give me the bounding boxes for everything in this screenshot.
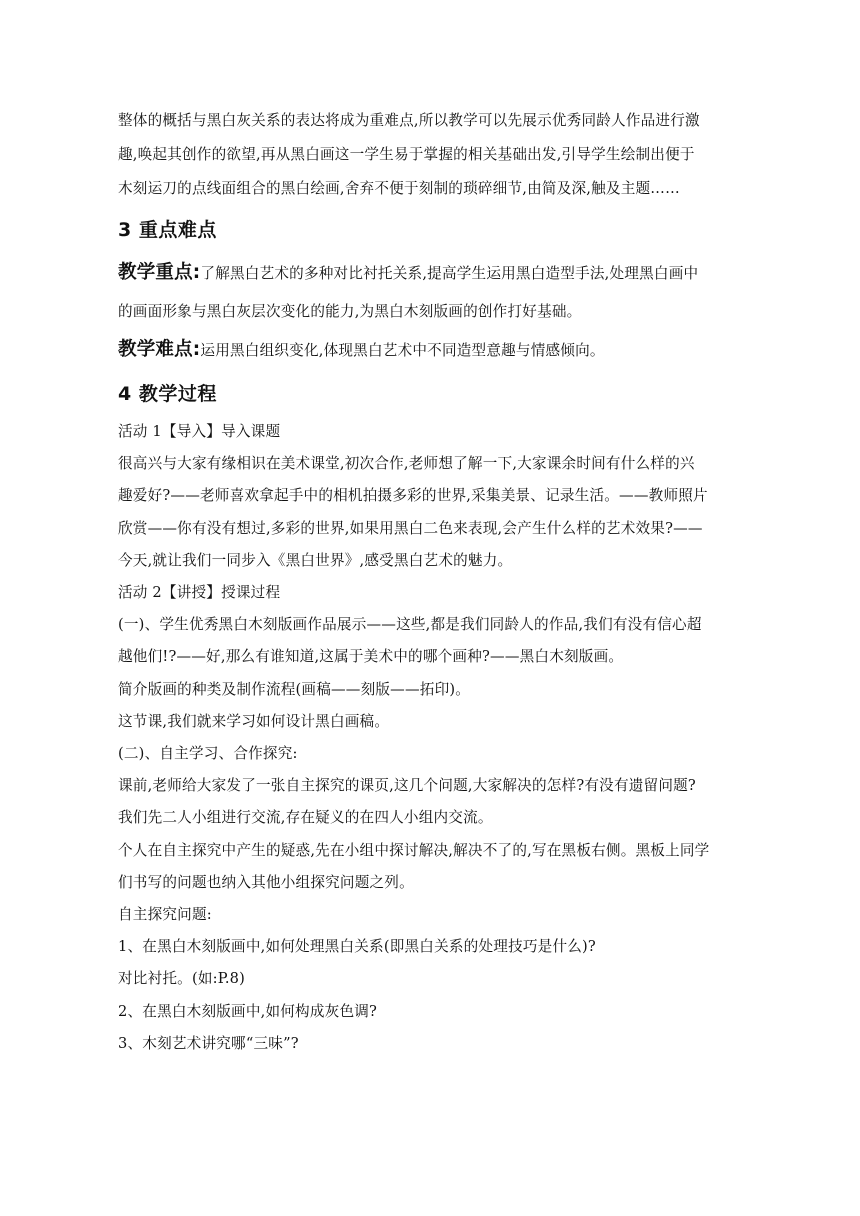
intro-paragraph	[118, 104, 754, 206]
text-line: 个人在自主探究中产生的疑惑,先在小组中探讨解决,解决不了的,写在黑板右侧。黑板上同学	[118, 841, 710, 859]
text-line: (一)、学生优秀黑白木刻版画作品展示——这些,都是我们同龄人的作品,我们有没有信心超	[118, 616, 702, 634]
document-body	[118, 104, 754, 1060]
question-item: 3、木刻艺术讲究哪“三味”?	[118, 1034, 299, 1052]
key-point-paragraph	[118, 254, 754, 331]
difficult-point-label: 教学难点:	[118, 339, 201, 360]
key-point-text: 了解黑白艺术的多种对比衬托关系,提高学生运用黑白造型手法,处理黑白画中	[200, 265, 699, 282]
key-point-label: 教学重点:	[118, 262, 201, 283]
text-line: 我们先二人小组进行交流,存在疑义的在四人小组内交流。	[118, 809, 493, 827]
subsection-title: (二)、自主学习、合作探究:	[118, 745, 298, 763]
section-heading-key-points: 3 重点难点	[118, 219, 217, 241]
text-line: 趣爱好?——老师喜欢拿起手中的相机拍摄多彩的世界,采集美景、记录生活。——教师照片	[118, 487, 708, 505]
difficult-point-paragraph	[118, 331, 754, 370]
text-line: 这节课,我们就来学习如何设计黑白画稿。	[118, 712, 390, 730]
text-line: 课前,老师给大家发了一张自主探究的课页,这几个问题,大家解决的怎样?有没有遗留问题?	[118, 777, 696, 795]
text-line: 很高兴与大家有缘相识在美术课堂,初次合作,老师想了解一下,大家课余时间有什么样的兴	[118, 455, 695, 473]
text-line: 简介版画的种类及制作流程(画稿——刻版——拓印)。	[118, 680, 471, 698]
text-line: 木刻运刀的点线面组合的黑白绘画,舍弃不便于刻制的琐碎细节,由简及深,触及主题……	[118, 180, 680, 197]
difficult-point-text: 运用黑白组织变化,体现黑白艺术中不同造型意趣与情感倾向。	[200, 342, 605, 359]
text-line: 整体的概括与黑白灰关系的表达将成为重难点,所以教学可以先展示优秀同龄人作品进行激	[118, 112, 700, 129]
text-line: 趣,唤起其创作的欲望,再从黑白画这一学生易于掌握的相关基础出发,引导学生绘制出便于	[118, 146, 695, 163]
difficult-point-line	[118, 331, 754, 370]
text-line: 越他们!?——好,那么有谁知道,这属于美术中的哪个画种?——黑白木刻版画。	[118, 648, 624, 666]
text-line: 们书写的问题也纳入其他小组探究问题之列。	[118, 873, 414, 891]
key-point-line-2: 的画面形象与黑白灰层次变化的能力,为黑白木刻版画的创作打好基础。	[118, 303, 582, 320]
questions-title: 自主探究问题:	[118, 906, 212, 924]
section-heading-teaching-process: 4 教学过程	[118, 383, 217, 405]
key-point-line-1	[118, 254, 754, 293]
activity-1-title: 活动 1【导入】导入课题	[118, 423, 281, 440]
teaching-process-body	[118, 416, 754, 1060]
activity-2-title: 活动 2【讲授】授课过程	[118, 584, 281, 602]
text-line: 欣赏——你有没有想过,多彩的世界,如果用黑白二色来表现,会产生什么样的艺术效果?——	[118, 519, 703, 537]
question-item: 2、在黑白木刻版画中,如何构成灰色调?	[118, 1002, 378, 1020]
answer-text: 对比衬托。(如:P.8)	[118, 970, 246, 988]
text-line: 今天,就让我们一同步入《黑白世界》,感受黑白艺术的魅力。	[118, 551, 513, 569]
question-item: 1、在黑白木刻版画中,如何处理黑白关系(即黑白关系的处理技巧是什么)?	[118, 938, 596, 956]
